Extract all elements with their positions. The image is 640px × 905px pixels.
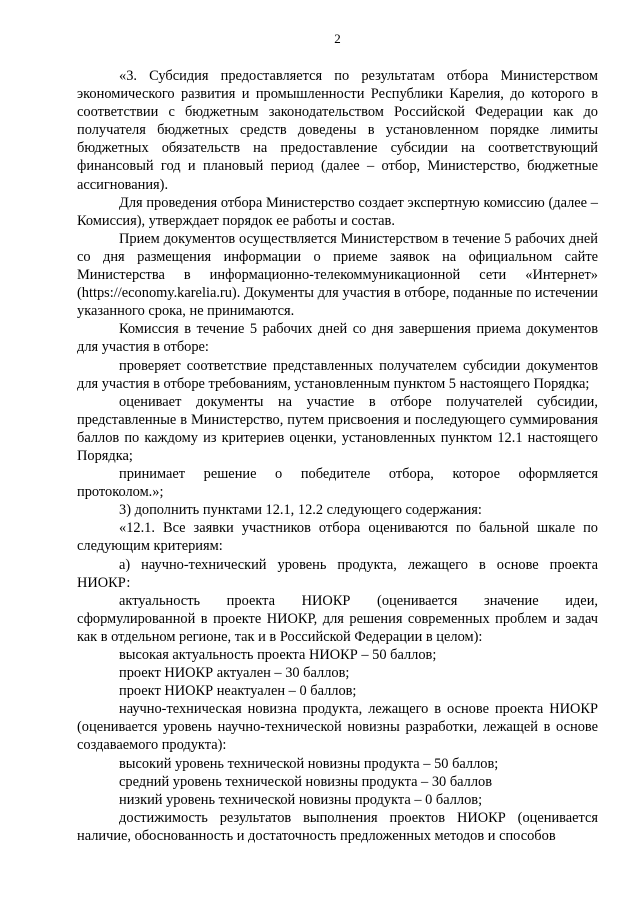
- paragraph-score-high-relevance: высокая актуальность проекта НИОКР – 50 баллов;: [119, 647, 437, 663]
- paragraph-clause-12-1: «12.1. Все заявки участников отбора оцениваются по бальной шкале по следующим критериям:: [77, 520, 598, 555]
- paragraph-score-relevant: проект НИОКР актуален – 30 баллов;: [119, 665, 350, 682]
- paragraph-commission-duties: Комиссия в течение 5 рабочих дней со дня завершения приема документов для участия в отборе:: [77, 321, 598, 356]
- paragraph-expert-commission: Для проведения отбора Министерство создает экспертную комиссию (далее – Комиссия), утверждает порядок ее работы и состав.: [77, 194, 598, 229]
- paragraph-document-acceptance: Прием документов осуществляется Министерством в течение 5 рабочих дней со дня размещения информации о приеме заявок на официальном сайте Министерства в информационно-телекоммуникационной сети «Интернет» (https://economy.karelia.ru). Документы для участия в отборе, поданные по истечении указанного срока, не принимаются.: [77, 230, 598, 320]
- paragraph-criterion-a: а) научно-технический уровень продукта, лежащего в основе проекта НИОКР:: [77, 556, 598, 591]
- paragraph-score-high-novelty: высокий уровень технической новизны продукта – 50 баллов;: [119, 755, 499, 772]
- paragraph-novelty: научно-техническая новизна продукта, лежащего в основе проекта НИОКР (оценивается уровень научно-технической новизны разработки, лежащей в основе создаваемого продукта):: [77, 701, 598, 754]
- document-body: [77, 67, 598, 845]
- paragraph-check-compliance: проверяет соответствие представленных получателем субсидии документов для участия в отборе требованиям, установленным пунктом 5 настоящего Порядка;: [77, 357, 598, 392]
- paragraph-evaluate-documents: оценивает документы на участие в отборе получателей субсидии, представленные в Министерство, путем присвоения и последующего суммирования баллов по каждому из критериев оценки, установленных пунктом 12.1 настоящего Порядка;: [77, 393, 598, 464]
- paragraph-achievability: достижимость результатов выполнения проектов НИОКР (оценивается наличие, обоснованность и достаточность предложенных методов и способов: [77, 809, 598, 844]
- paragraph-decide-winner: принимает решение о победителе отбора, которое оформляется протоколом.»;: [77, 466, 598, 501]
- paragraph-subsidy-selection: «3. Субсидия предоставляется по результатам отбора Министерством экономического развития и промышленности Республики Карелия, до которого в соответствии с бюджетным законодательством Российской Федерации как до получателя бюджетных средств доведены в установленном порядке лимиты бюджетных обязательств на предоставление субсидии на соответствующий финансовый год и плановый период (далее – отбор, Министерство, бюджетные ассигнования).: [77, 68, 598, 193]
- page-number: 2: [334, 31, 341, 46]
- paragraph-score-low-novelty: низкий уровень технической новизны продукта – 0 баллов;: [119, 791, 483, 808]
- paragraph-score-medium-novelty: средний уровень технической новизны продукта – 30 баллов: [119, 773, 493, 790]
- paragraph-amendment-item-3: 3) дополнить пунктами 12.1, 12.2 следующего содержания:: [119, 502, 482, 519]
- paragraph-score-not-relevant: проект НИОКР неактуален – 0 баллов;: [119, 683, 357, 700]
- paragraph-relevance: актуальность проекта НИОКР (оценивается значение идеи, сформулированной в проекте НИОКР, для решения современных проблем и задач как в отдельном регионе, так и в Российской Федерации в целом):: [77, 592, 598, 645]
